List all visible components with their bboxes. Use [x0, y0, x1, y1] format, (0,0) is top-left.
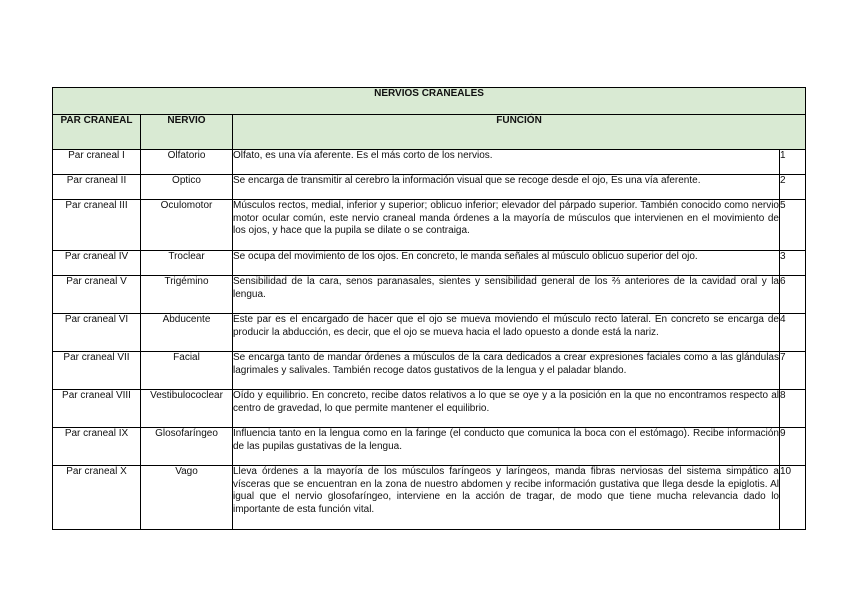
cell-par: Par craneal VI [53, 314, 141, 352]
cell-number: 6 [780, 276, 806, 314]
cell-funcion: Lleva órdenes a la mayoría de los músculos faríngeos y laríngeos, manda fibras nerviosas del sistema simpático a vísceras que se encuentran en la zona de nuestro abdomen y recibe información gustativa que llega desde la epiglotis. Al igual que el nervio glosofaríngeo, interviene en la acción de tragar, de modo que tiene mucha relevancia dado lo importante de esta función vital. [233, 466, 780, 530]
cell-nervio: Vago [141, 466, 233, 530]
table-row [53, 390, 806, 428]
cell-nervio: Óptico [141, 175, 233, 200]
header-par-craneal: PAR CRANEAL [53, 115, 141, 150]
cranial-nerves-table [52, 87, 806, 530]
cell-number: 7 [780, 352, 806, 390]
cell-funcion: Oído y equilibrio. En concreto, recibe datos relativos a lo que se oye y a la posición en la que no encontramos respecto al centro de gravedad, lo que permite mantener el equilibrio. [233, 390, 780, 428]
cell-par: Par craneal X [53, 466, 141, 530]
cell-funcion: Se encarga de transmitir al cerebro la información visual que se recoge desde el ojo, Es una vía aferente. [233, 175, 780, 200]
cell-par: Par craneal IV [53, 251, 141, 276]
cell-nervio: Olfatorio [141, 150, 233, 175]
cell-par: Par craneal VII [53, 352, 141, 390]
table-row [53, 466, 806, 530]
cell-number: 1 [780, 150, 806, 175]
cell-funcion: Se encarga tanto de mandar órdenes a músculos de la cara dedicados a crear expresiones faciales como a las glándulas lagrimales y salivales. También recoge datos gustativos de la lengua y el paladar blando. [233, 352, 780, 390]
table-row [53, 314, 806, 352]
cell-number: 2 [780, 175, 806, 200]
table-row [53, 175, 806, 200]
cell-funcion: Sensibilidad de la cara, senos paranasales, sientes y sensibilidad general de los ⅔ anteriores de la cavidad oral y la lengua. [233, 276, 780, 314]
header-funcion: FUNCIÓN [233, 115, 806, 150]
cell-number: 3 [780, 251, 806, 276]
table-row [53, 150, 806, 175]
cell-par: Par craneal I [53, 150, 141, 175]
cell-funcion: Músculos rectos, medial, inferior y superior; oblicuo inferior; elevador del párpado superior. También conocido como nervio motor ocular común, este nervio craneal manda órdenes a la mayoría de músculos que intervienen en el movimiento de los ojos, y hace que la pupila se dilate o se contraiga. [233, 200, 780, 251]
cell-nervio: Facial [141, 352, 233, 390]
cell-nervio: Abducente [141, 314, 233, 352]
table-row [53, 428, 806, 466]
table-row [53, 352, 806, 390]
cell-funcion: Se ocupa del movimiento de los ojos. En concreto, le manda señales al músculo oblicuo superior del ojo. [233, 251, 780, 276]
cell-number: 5 [780, 200, 806, 251]
cell-nervio: Trigémino [141, 276, 233, 314]
table-row [53, 276, 806, 314]
table-row [53, 251, 806, 276]
cell-nervio: Oculomotor [141, 200, 233, 251]
cell-par: Par craneal V [53, 276, 141, 314]
cell-number: 9 [780, 428, 806, 466]
cell-par: Par craneal II [53, 175, 141, 200]
cell-funcion: Olfato, es una vía aferente. Es el más corto de los nervios. [233, 150, 780, 175]
cell-funcion: Influencia tanto en la lengua como en la faringe (el conducto que comunica la boca con el estómago). Recibe información de las pupilas gustativas de la lengua. [233, 428, 780, 466]
cell-number: 4 [780, 314, 806, 352]
cell-funcion: Este par es el encargado de hacer que el ojo se mueva moviendo el músculo recto lateral. En concreto se encarga de producir la abducción, es decir, que el ojo se mueva hacia el lado opuesto a donde está la nariz. [233, 314, 780, 352]
cell-par: Par craneal IX [53, 428, 141, 466]
cell-nervio: Troclear [141, 251, 233, 276]
header-nervio: NERVIO [141, 115, 233, 150]
cell-par: Par craneal VIII [53, 390, 141, 428]
cell-number: 8 [780, 390, 806, 428]
cell-nervio: Glosofaríngeo [141, 428, 233, 466]
table-row [53, 200, 806, 251]
cell-number: 10 [780, 466, 806, 530]
cell-nervio: Vestibulococlear [141, 390, 233, 428]
table-title: NERVIOS CRANEALES [53, 88, 806, 115]
cell-par: Par craneal III [53, 200, 141, 251]
